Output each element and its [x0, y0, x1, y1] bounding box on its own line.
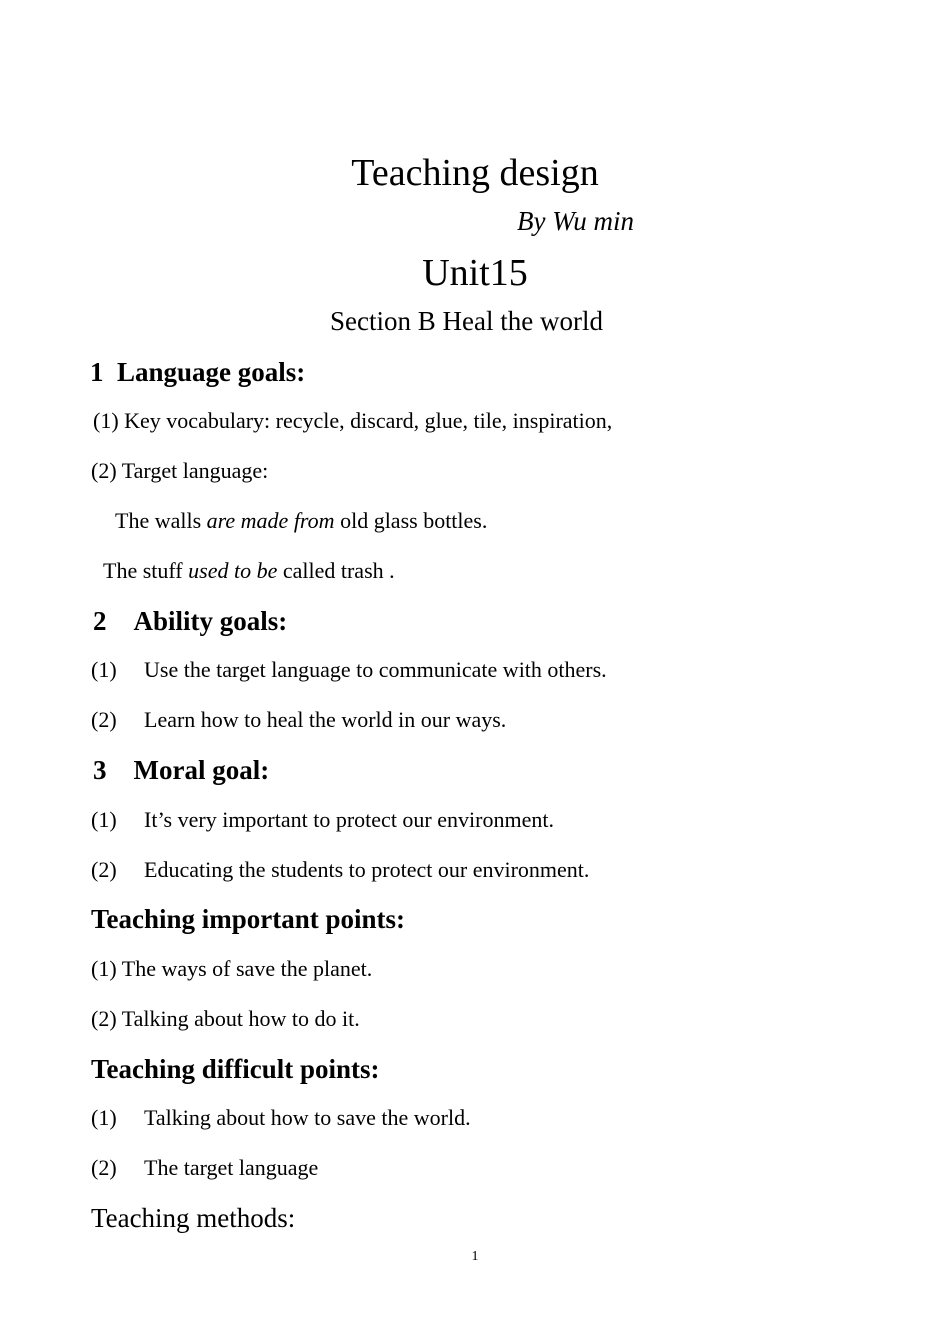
important-point-item: (2) Talking about how to do it.	[91, 1006, 360, 1031]
example-2-phrase: used to be	[188, 558, 278, 583]
ability-goals-number: 2	[93, 606, 107, 636]
example-2-part-c: called trash .	[277, 558, 395, 583]
important-points-heading: Teaching important points:	[91, 904, 406, 934]
document-title: Teaching design	[351, 152, 599, 194]
list-number: (2)	[91, 1155, 117, 1180]
list-number: (2)	[91, 857, 117, 882]
ability-goal-item	[91, 709, 506, 731]
list-text: Learn how to heal the world in our ways.	[144, 707, 507, 732]
important-point-item: (1) The ways of save the planet.	[91, 956, 373, 981]
difficult-point-item	[91, 1107, 471, 1129]
language-goals-number: 1	[90, 357, 104, 387]
unit-title: Unit15	[422, 252, 528, 294]
target-language-item: (2) Target language:	[91, 458, 269, 483]
example-2-part-a: The stuff	[103, 558, 189, 583]
example-1-part-a: The walls	[115, 508, 207, 533]
moral-goal-heading	[93, 757, 269, 784]
moral-goal-number: 3	[93, 755, 107, 785]
page-number: 1	[471, 1249, 479, 1264]
list-text: The target language	[144, 1155, 319, 1180]
author-byline: By Wu min	[517, 206, 634, 236]
ability-goal-item	[91, 659, 607, 681]
example-sentence-2	[103, 560, 395, 582]
language-goals-heading	[90, 359, 305, 386]
example-1-part-c: old glass bottles.	[334, 508, 488, 533]
list-number: (1)	[91, 657, 117, 682]
ability-goals-label: Ability goals:	[133, 606, 288, 636]
moral-goal-item	[91, 809, 554, 831]
key-vocabulary-item: (1) Key vocabulary: recycle, discard, glue, tile, inspiration,	[93, 408, 613, 433]
language-goals-label: Language goals:	[117, 357, 306, 387]
list-number: (2)	[91, 707, 117, 732]
example-1-phrase: are made from	[206, 508, 335, 533]
list-text: Talking about how to save the world.	[144, 1105, 471, 1130]
difficult-points-heading: Teaching difficult points:	[91, 1054, 380, 1084]
list-number: (1)	[91, 1105, 117, 1130]
list-text: Use the target language to communicate with others.	[144, 657, 607, 682]
difficult-point-item	[91, 1157, 318, 1179]
example-sentence-1	[115, 510, 487, 532]
list-text: It’s very important to protect our environment.	[144, 807, 554, 832]
teaching-methods-heading: Teaching methods:	[91, 1203, 296, 1233]
ability-goals-heading	[93, 608, 287, 635]
list-number: (1)	[91, 807, 117, 832]
list-text: Educating the students to protect our environment.	[144, 857, 590, 882]
moral-goal-item	[91, 859, 589, 881]
section-title: Section B Heal the world	[330, 306, 603, 336]
moral-goal-label: Moral goal:	[133, 755, 270, 785]
